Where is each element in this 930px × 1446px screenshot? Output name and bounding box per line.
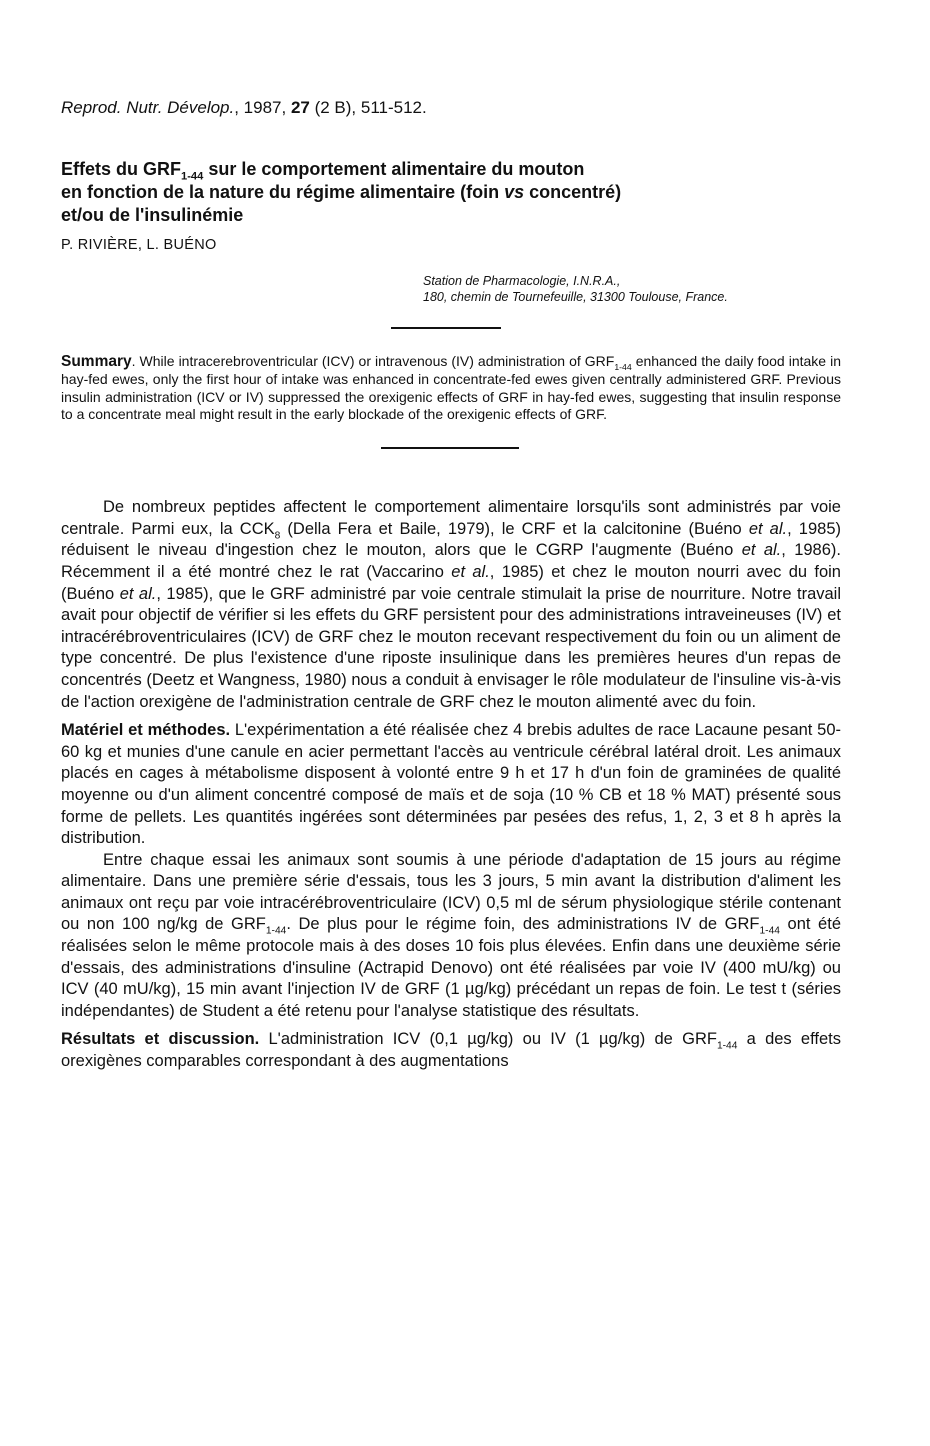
et-al: et al. [748, 519, 788, 538]
journal-citation [61, 98, 841, 118]
methods-paragraph-2 [61, 850, 841, 1023]
methods-text: Entre chaque essai les animaux sont soumis à une période d'adaptation de 15 jours au régime alimentaire. Dans une première série d'essais, tous les 3 jours, 5 min avant la distribution d'aliment les animaux ont reçu par voie intracérébroventriculaire (ICV) 0,5 ml de sérum physiologique stérile contenant ou non 100 ng/kg de GRF [61, 850, 841, 934]
methods-paragraph [61, 720, 841, 850]
summary-text: . While intracerebroventricular (ICV) or intravenous (IV) administration of GRF [131, 353, 615, 369]
divider-rule [381, 447, 519, 449]
title-part: sur le comportement alimentaire du mouton [203, 159, 585, 179]
intro-text: (Della Fera et Baile, 1979), le CRF et la calcitonine (Buéno [280, 519, 749, 538]
et-al: et al. [119, 584, 157, 603]
methods-text: . De plus pour le régime foin, des administrations IV de GRF [286, 915, 760, 934]
results-paragraph [61, 1029, 841, 1072]
authors: P. RIVIÈRE, L. BUÉNO [61, 237, 217, 253]
title-part: et/ou de l'insulinémie [61, 205, 244, 225]
et-al: et al. [741, 541, 782, 560]
article-page [61, 98, 841, 1073]
title-part: concentré) [524, 182, 622, 202]
intro-text: De nombreux peptides affectent le comportement alimentaire lorsqu'ils sont administrés par voie centrale. Parmi eux, la CCK [61, 498, 841, 538]
methods-text: L'expérimentation a été réalisée chez 4 brebis adultes de race Lacaune pesant 50-60 kg et munies d'une canule en acier permettant l'accès au ventricule cérébral latéral droit. Les animaux placés en cages à métabolisme disposent à volonté entre 9 h et 17 h d'un foin de graminées de qualité moyenne ou d'un aliment concentré composé de maïs et de soja (10 % CB et 18 % MAT) présenté sous forme de pellets. Les quantités ingérées sont déterminées par pesées des refus, 1, 2, 3 et 8 h après la distribution. [61, 721, 842, 848]
affiliation [423, 273, 841, 305]
title-italic: vs [504, 182, 525, 202]
citation-year: , 1987, [234, 98, 291, 117]
summary-label: Summary [61, 353, 132, 370]
methods-heading: Matériel et méthodes. [61, 721, 231, 740]
results-text: L'administration ICV (0,1 µg/kg) ou IV (1 µg/kg) de GRF [259, 1030, 717, 1049]
methods-text: ont été réalisées selon le même protocole mais à des doses 10 fois plus élevées. Enfin dans une deuxième série d'essais, des administrations d'insuline (Actrapid Denovo) ont été réalisées par voie IV (400 mU/kg) ou ICV (40 mU/kg), 15 min avant l'injection IV de GRF (1 µg/kg) précédant un repas de foin. Le test t (séries indépendantes) de Student a été retenu pour l'analyse statistique des résultats. [61, 915, 841, 1020]
results-text: a des effets orexigènes comparables correspondant à des augmentations [61, 1030, 841, 1071]
citation-volume: 27 [290, 98, 310, 117]
et-al: et al. [451, 562, 490, 581]
article-title [61, 158, 841, 227]
intro-text: , 1985), que le GRF administré par voie centrale stimulait la prise de nourriture. Notre travail avait pour objectif de vérifier si les effets du GRF persistent pour des administrations intraveineuses (IV) et intracérébroventriculaires (ICV) de GRF chez le mouton recevant respectivement du foin ou un aliment de type concentré. De plus l'existence d'une riposte insulinique dans les premières heures d'un repas de concentrés (Deetz et Wangness, 1980) nous a conduit à envisager le rôle modulateur de l'insuline vis-à-vis de l'action orexigène de l'administration centrale de GRF chez le mouton alimenté avec du foin. [61, 584, 842, 711]
title-part: Effets du GRF [61, 159, 181, 179]
journal-name: Reprod. Nutr. Dévelop. [61, 98, 235, 117]
methods-subscript: 1-44 [759, 925, 780, 937]
intro-text: , 1985) réduisent le niveau d'ingestion chez le mouton, alors que le CGRP l'augmente (Buéno [61, 519, 842, 560]
summary-subscript: 1-44 [614, 361, 632, 372]
results-subscript: 1-44 [716, 1040, 738, 1052]
divider-rule [391, 327, 501, 329]
intro-subscript: 8 [274, 530, 281, 542]
affiliation-line: 180, chemin de Tournefeuille, 31300 Toulouse, France. [423, 290, 728, 304]
intro-text: , 1986). Récemment il a été montré chez le rat (Vaccarino [61, 541, 841, 581]
intro-paragraph [61, 497, 841, 713]
title-subscript: 1-44 [181, 170, 204, 183]
results-heading: Résultats et discussion. [61, 1030, 260, 1049]
methods-subscript: 1-44 [265, 925, 287, 937]
intro-text: , 1985) et chez le mouton nourri avec du foin (Buéno [61, 562, 841, 603]
title-part: en fonction de la nature du régime alimentaire (foin [61, 182, 505, 202]
affiliation-line: Station de Pharmacologie, I.N.R.A., [423, 274, 621, 288]
citation-pages: (2 B), 511-512. [309, 98, 427, 117]
summary [61, 353, 841, 424]
summary-text: enhanced the daily food intake in hay-fed ewes, only the first hour of intake was enhanced in concentrate-fed ewes given centrally administered GRF. Previous insulin administration (ICV or IV) suppressed the orexigenic effects of GRF in hay-fed ewes, suggesting that insulin response to a concentrate meal might result in the early blockade of the orexigenic effects of GRF. [61, 353, 841, 423]
